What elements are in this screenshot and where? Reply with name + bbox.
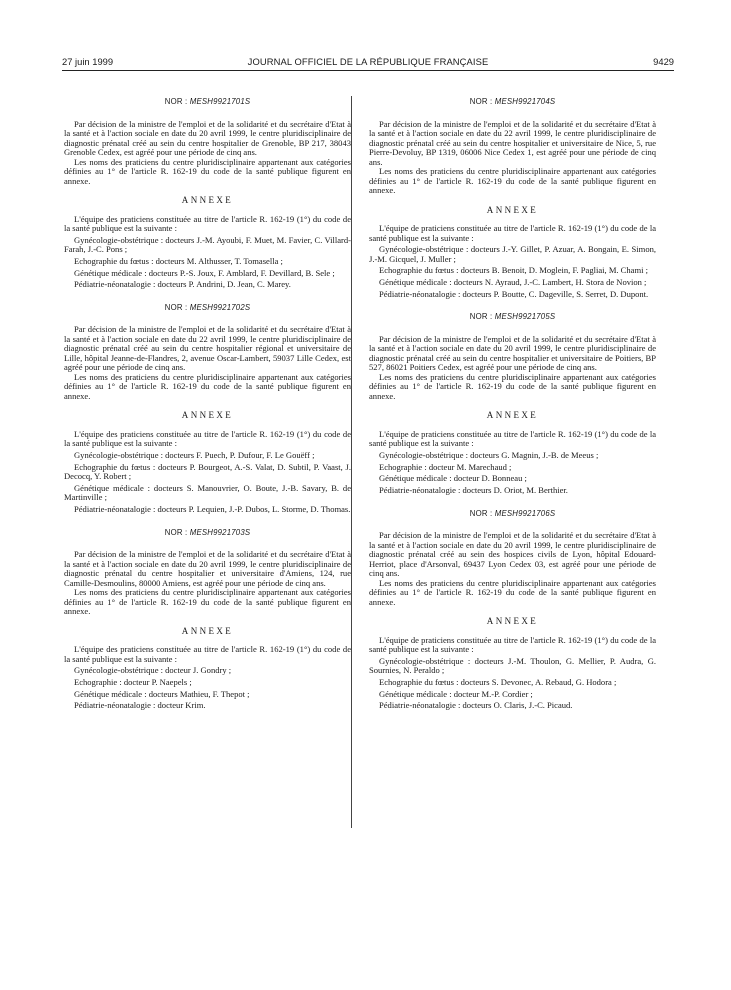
annexe-intro: L'équipe des praticiens constituée au titre de l'article R. 162-19 (1°) du code de la santé publique est la suivante : — [64, 213, 351, 233]
annexe-item: Génétique médicale : docteurs Mathieu, F. Thepot ; — [74, 688, 250, 699]
decision-paragraph: Par décision de la ministre de l'emploi et de la solidarité et du secrétaire d'Etat à la santé et à l'action sociale en date du 20 avril 1999, le centre pluridisciplinaire de diagnostic prénatal créé au sein des hospices civils de Lyon, hôpital Edouard-Herriot, place d'Arsonval, 69437 Lyon Cedex 03, est agréé pour une période de cinq ans. — [369, 530, 656, 578]
nor-reference — [64, 97, 351, 107]
column-divider — [351, 96, 352, 828]
annexe-item: Echographie du fœtus : docteurs P. Bourgeot, A.-S. Valat, D. Subtil, P. Vaast, J. Decocq, Y. Robert ; — [64, 461, 351, 482]
annexe-item: Génétique médicale : docteurs S. Manouvrier, O. Boute, J.-B. Savary, B. de Martinville ; — [64, 482, 351, 503]
decision-section — [369, 97, 656, 299]
decision-paragraph: Par décision de la ministre de l'emploi et de la solidarité et du secrétaire d'Etat à la santé et à l'action sociale en date du 20 avril 1999, le centre pluridisciplinaire de diagnostic prénatal créé au sein du centre hospitalier et universitaire de Poitiers, BP 527, 86021 Poitiers Cedex, est agréé pour une période de cinq ans. — [369, 333, 656, 373]
decision-paragraph: Par décision de la ministre de l'emploi et de la solidarité et du secrétaire d'Etat à la santé et à l'action sociale en date du 22 avril 1999, le centre pluridisciplinaire de diagnostic prénatal créé au sein du centre hospitalier régional et universitaire de Lille, hôpital Jeanne-de-Flandres, 2, avenue Oscar-Lambert, 59037 Lille Cedex, est agréé pour une période de cinq ans. — [64, 324, 351, 373]
annexe-title: ANNEXE — [181, 410, 234, 421]
left-column — [64, 97, 351, 713]
right-column — [369, 97, 656, 713]
annexe-title: ANNEXE — [486, 204, 539, 215]
annexe-intro: L'équipe de praticiens constituée au titre de l'article R. 162-19 (1°) du code de la santé publique est la suivante : — [369, 223, 656, 243]
nor-reference — [369, 312, 656, 322]
nor-label: NOR : — [164, 527, 188, 537]
nor-code: MESH9921703S — [189, 527, 251, 537]
decision-paragraph: Les noms des praticiens du centre pluridisciplinaire appartenant aux catégories définies au 1° de l'article R. 162-19 du code de la santé publique figurent en annexe. — [369, 577, 656, 607]
nor-reference — [369, 509, 656, 519]
annexe-item: Génétique médicale : docteur D. Bonneau ; — [379, 473, 527, 484]
nor-label: NOR : — [164, 302, 188, 312]
page-header — [62, 56, 674, 70]
annexe-item: Gynécologie-obstétrique : docteurs J.-Y. Gillet, P. Azuar, A. Bongain, E. Simon, J.-M. Gicquel, J. Muller ; — [369, 244, 656, 264]
decision-section — [369, 509, 656, 711]
annexe-item: Gynécologie-obstétrique : docteur J. Gondry ; — [74, 665, 232, 676]
annexe-intro: L'équipe des praticiens constituée au titre de l'article R. 162-19 (1°) du code de la santé publique est la suivante : — [64, 644, 351, 664]
nor-code: MESH9921702S — [189, 302, 251, 312]
nor-code: MESH9921704S — [494, 97, 556, 106]
annexe-item: Gynécologie-obstétrique : docteurs G. Magnin, J.-B. de Meeus ; — [379, 449, 599, 460]
annexe-item: Génétique médicale : docteur M.-P. Cordier ; — [379, 688, 533, 699]
nor-reference — [64, 303, 351, 313]
nor-label: NOR : — [469, 97, 493, 106]
decision-paragraph: Par décision de la ministre de l'emploi et de la solidarité et du secrétaire d'Etat à la santé et à l'action sociale en date du 22 avril 1999, le centre pluridisciplinaire de diagnostic prénatal créé au sein du centre hospitalier et universitaire de Nice, 5, rue Pierre-Devoluy, BP 1319, 06006 Nice Cedex 1, est agréé pour une période de cinq ans. — [369, 118, 656, 167]
annexe-item: Pédiatrie-néonatalogie : docteurs P. Boutte, C. Dageville, S. Serret, D. Dupont. — [379, 288, 649, 299]
page-number: 9429 — [653, 56, 674, 67]
annexe-intro: L'équipe des praticiens constituée au titre de l'article R. 162-19 (1°) du code de la santé publique est la suivante : — [64, 428, 351, 449]
nor-label: NOR : — [469, 508, 493, 518]
nor-reference — [64, 528, 351, 538]
nor-code: MESH9921701S — [189, 97, 251, 106]
decision-paragraph: Par décision de la ministre de l'emploi et de la solidarité et du secrétaire d'Etat à la santé et à l'action sociale en date du 20 avril 1999, le centre pluridisciplinaire de diagnostic prénatal du centre hospitalier et universitaire d'Amiens, 124, rue Camille-Desmoulins, 80000 Amiens, est agréé pour une période de cinq ans. — [64, 549, 351, 588]
annexe-item: Pédiatrie-néonatalogie : docteur Krim. — [74, 700, 206, 711]
annexe-item: Génétique médicale : docteurs N. Ayraud, J.-C. Lambert, H. Stora de Novion ; — [379, 277, 647, 288]
nor-label: NOR : — [164, 97, 188, 106]
nor-code: MESH9921706S — [494, 508, 556, 518]
annexe-title: ANNEXE — [486, 616, 539, 626]
decision-section — [369, 312, 656, 495]
decision-section — [64, 303, 351, 515]
issue-date: 27 juin 1999 — [62, 56, 114, 67]
annexe-item: Pédiatrie-néonatalogie : docteurs D. Oriot, M. Berthier. — [379, 485, 568, 495]
decision-paragraph: Les noms des praticiens du centre pluridisciplinaire appartenant aux catégories définies au 1° de l'article R. 162-19 du code de la santé publique figurent en annexe. — [64, 371, 351, 401]
annexe-item: Gynécologie-obstétrique : docteurs J.-M. Thoulon, G. Mellier, P. Audra, G. Sournies, N. Peraldo ; — [369, 655, 656, 676]
annexe-item: Echographie : docteur M. Marechaud ; — [379, 461, 512, 472]
annexe-title: ANNEXE — [181, 625, 234, 636]
annexe-intro: L'équipe de praticiens constituée au titre de l'article R. 162-19 (1°) du code de la santé publique est la suivante : — [369, 634, 656, 654]
decision-paragraph: Les noms des praticiens du centre pluridisciplinaire appartenant aux catégories définies au 1° de l'article R. 162-19 du code de la santé publique figurent en annexe. — [64, 587, 351, 616]
annexe-item: Gynécologie-obstétrique : docteurs F. Puech, P. Dufour, F. Le Gouëff ; — [74, 449, 315, 460]
annexe-intro: L'équipe de praticiens constituée au titre de l'article R. 162-19 (1°) du code de la santé publique est la suivante : — [369, 428, 656, 449]
nor-code: MESH9921705S — [494, 312, 556, 322]
annexe-title: ANNEXE — [486, 410, 539, 421]
decision-paragraph: Les noms des praticiens du centre pluridisciplinaire appartenant aux catégories définies au 1° de l'article R. 162-19 du code de la santé publique figurent en annexe. — [369, 166, 656, 195]
annexe-item: Echographie du fœtus : docteurs B. Benoit, D. Moglein, F. Pagliai, M. Chami ; — [379, 265, 648, 276]
annexe-title: ANNEXE — [181, 195, 234, 205]
annexe-item: Echographie : docteur P. Naepels ; — [74, 676, 192, 687]
nor-reference — [369, 97, 656, 107]
annexe-item: Pédiatrie-néonatalogie : docteurs P. Lequien, J.-P. Dubos, L. Storme, D. Thomas. — [74, 504, 351, 514]
decision-paragraph: Par décision de la ministre de l'emploi et de la solidarité et du secrétaire d'Etat à la santé et à l'action sociale en date du 20 avril 1999, le centre pluridisciplinaire de diagnostic prénatal créé au sein du centre hospitalier de Grenoble, BP 217, 38043 Grenoble Cedex, est agréé pour une période de cinq ans. — [64, 118, 351, 157]
decision-paragraph: Les noms des praticiens du centre pluridisciplinaire appartenant aux catégories définies au 1° de l'article R. 162-19 du code de la santé publique figurent en annexe. — [369, 371, 656, 401]
header-rule — [62, 70, 674, 71]
annexe-item: Echographie du fœtus : docteurs S. Devonec, A. Rebaud, G. Hodora ; — [379, 676, 617, 687]
nor-label: NOR : — [469, 312, 493, 322]
annexe-item: Echographie du fœtus : docteurs M. Althusser, T. Tomasella ; — [74, 255, 283, 266]
annexe-item: Pédiatrie-néonatalogie : docteurs O. Claris, J.-C. Picaud. — [379, 700, 573, 711]
decision-section — [64, 97, 351, 290]
decision-section — [64, 528, 351, 711]
journal-title: JOURNAL OFFICIEL DE LA RÉPUBLIQUE FRANÇAISE — [247, 56, 489, 67]
annexe-item: Gynécologie-obstétrique : docteurs J.-M. Ayoubi, F. Muet, M. Favier, C. Villard-Farah, J.-C. Pons ; — [64, 234, 351, 255]
decision-paragraph: Les noms des praticiens du centre pluridisciplinaire appartenant aux catégories définies au 1° de l'article R. 162-19 du code de la santé publique figurent en annexe. — [64, 156, 351, 186]
annexe-item: Pédiatrie-néonatalogie : docteurs P. Andrini, D. Jean, C. Marey. — [74, 279, 291, 290]
annexe-item: Génétique médicale : docteurs P.-S. Joux, F. Amblard, F. Devillard, B. Sele ; — [74, 267, 335, 278]
